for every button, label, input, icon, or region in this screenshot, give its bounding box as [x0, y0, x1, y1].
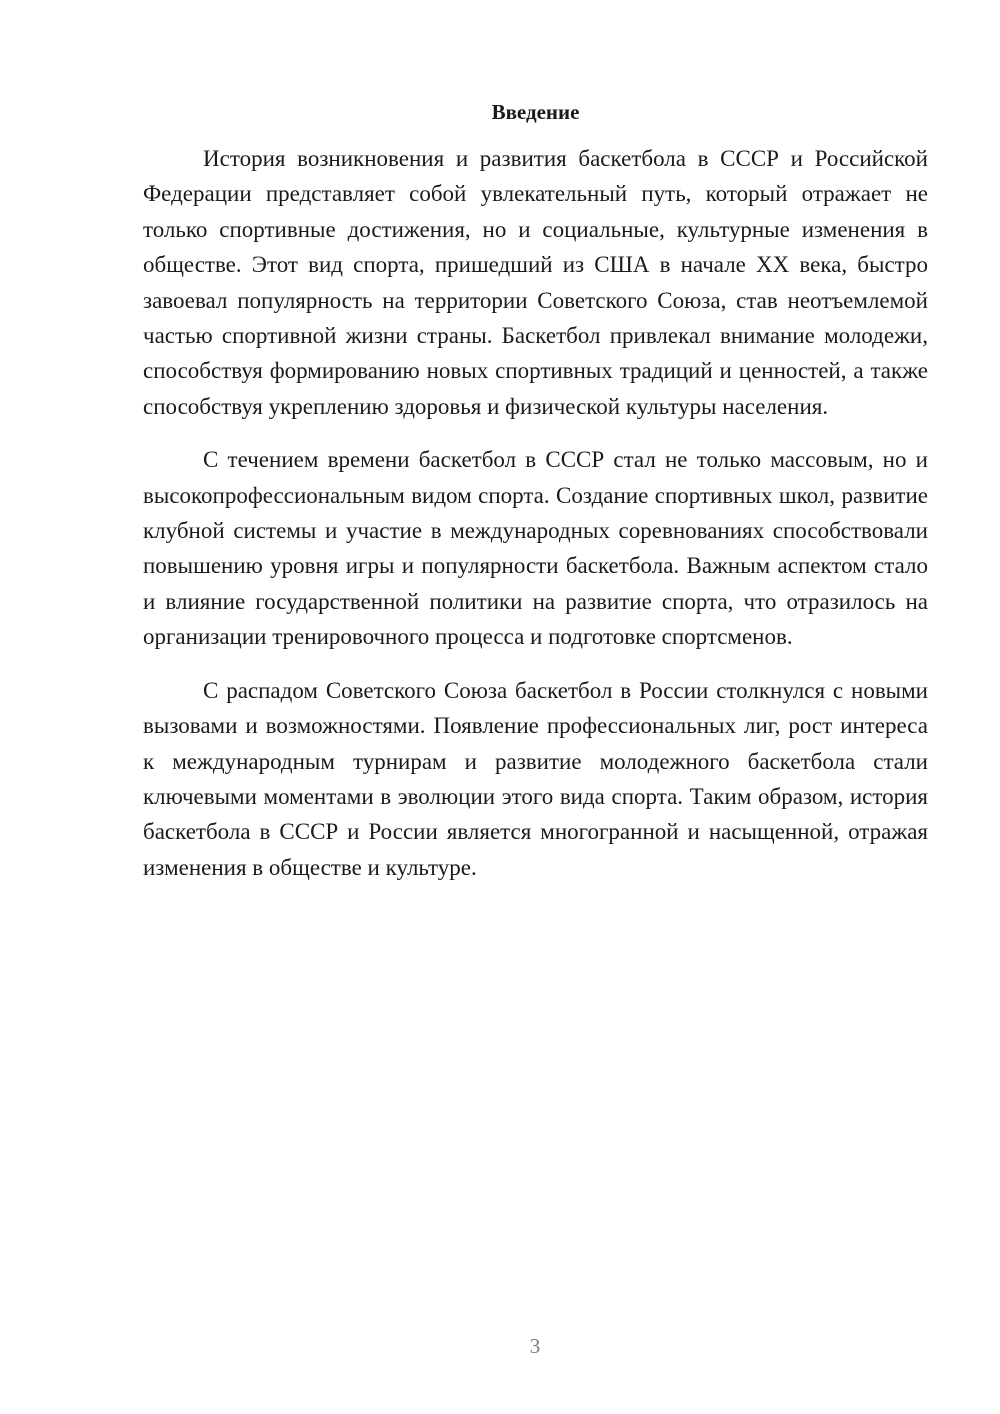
paragraph-3: С распадом Советского Союза баскетбол в России столкнулся с новыми вызовами и возможностями. Появление профессиональных лиг, рост интереса к международным турнирам и развитие молодежного баскетбола стали ключевыми моментами в эволюции этого вида спорта. Таким образом, история баскетбола в СССР и России является многогранной и насыщенной, отражая изменения в обществе и культуре. — [143, 677, 928, 880]
paragraph-2: С течением времени баскетбол в СССР стал не только массовым, но и высокопрофессиональным видом спорта. Создание спортивных школ, развитие клубной системы и участие в международных соревнованиях способствовали повышению уровня игры и популярности баскетбола. Важным аспектом стало и влияние государственной политики на развитие спорта, что отразилось на организации тренировочного процесса и подготовке спортсменов. — [143, 447, 928, 650]
section-title: Введение — [491, 100, 580, 124]
page-number: 3 — [529, 1334, 541, 1358]
body-text — [143, 141, 928, 903]
paragraph-1: История возникновения и развития баскетбола в СССР и Российской Федерации представляет собой увлекательный путь, который отражает не только спортивные достижения, но и социальные, культурные изменения в обществе. Этот вид спорта, пришедший из США в начале XX века, быстро завоевал популярность на территории Советского Союза, став неотъемлемой частью спортивной жизни страны. Баскетбол привлекал внимание молодежи, способствуя формированию новых спортивных традиций и ценностей, а также способствуя укреплению здоровья и физической культуры населения. — [143, 146, 928, 419]
